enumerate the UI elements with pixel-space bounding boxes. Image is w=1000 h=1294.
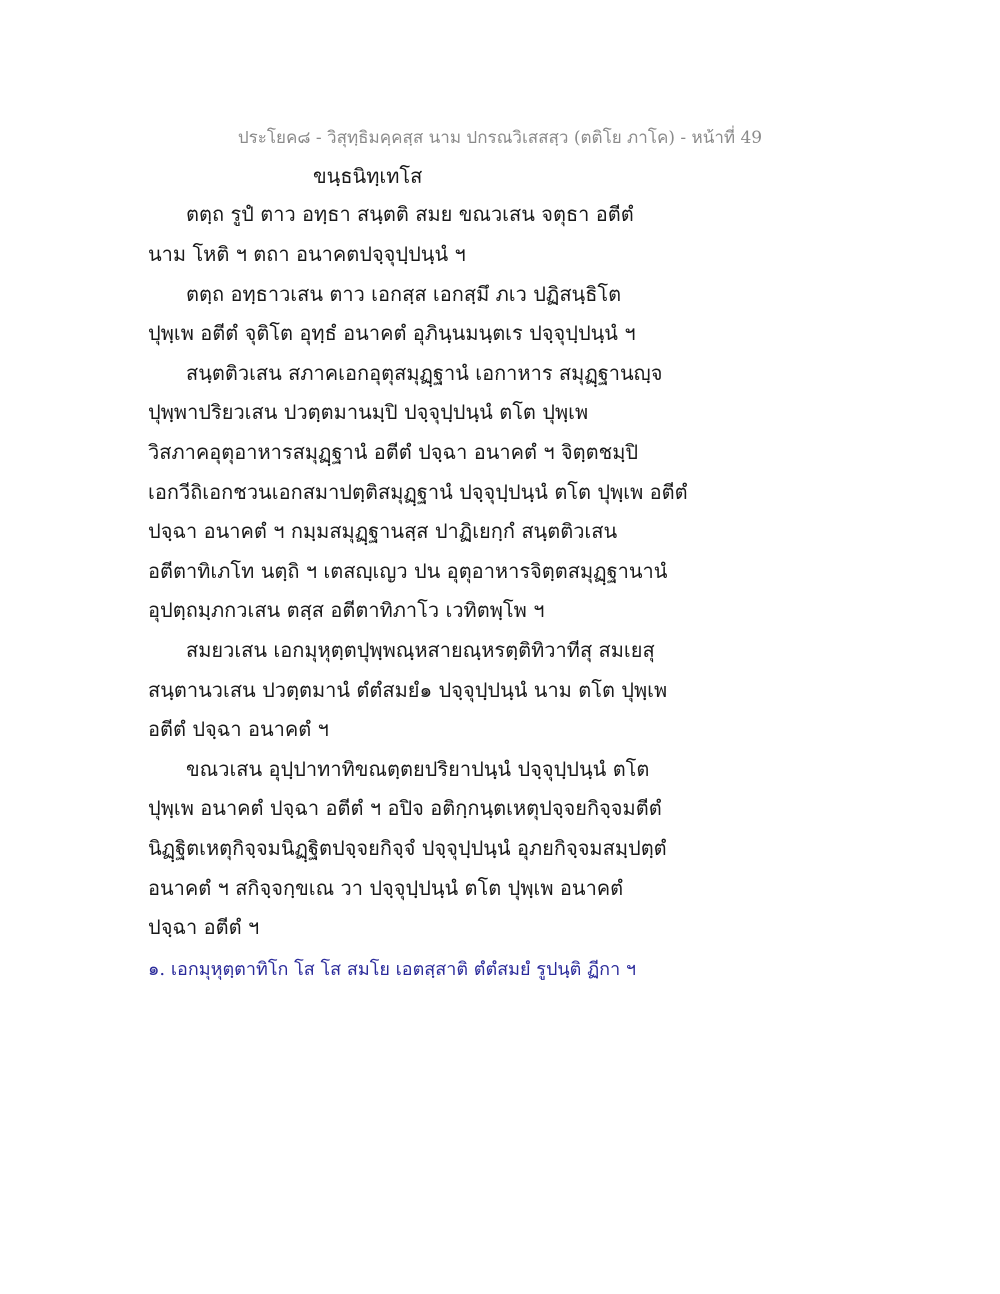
body-line: เอกวีถิเอกชวนเอกสมาปตฺติสมุฏฺฐานํ ปจฺจุปฺปนฺนํ ตโต ปุพฺเพ อตีตํ xyxy=(148,480,688,504)
body-line: ปุพฺพาปริยวเสน ปวตฺตมานมฺปิ ปจฺจุปฺปนฺนํ ตโต ปุพฺเพ xyxy=(148,400,589,424)
body-line: ปุพฺเพ อตีตํ จุติโต อุทฺธํ อนาคตํ อุภินฺนมนฺตเร ปจฺจุปฺปนฺนํ ฯ xyxy=(148,321,636,345)
page-header: ประโยค๘ - วิสุทฺธิมคฺคสฺส นาม ปกรณวิเสสสฺว (ตติโย ภาโค) - หน้าที่ 49 xyxy=(237,128,763,148)
body-line: สนฺตานวเสน ปวตฺตมานํ ตํตํสมยํ๑ ปจฺจุปฺปนฺนํ นาม ตโต ปุพฺเพ xyxy=(148,678,668,702)
body-line: นิฏฺฐิตเหตุกิจฺจมนิฏฺฐิตปจฺจยกิจฺจํ ปจฺจุปฺปนฺนํ อุภยกิจฺจมสมฺปตฺตํ xyxy=(148,836,667,860)
body-line: อนาคตํ ฯ สกิจฺจกฺขเณ วา ปจฺจุปฺปนฺนํ ตโต ปุพฺเพ อนาคตํ xyxy=(148,876,624,900)
body-line: ตตฺถ อทฺธาวเสน ตาว เอกสฺส เอกสฺมึ ภเว ปฏิสนฺธิโต xyxy=(186,282,622,306)
body-line: อุปตฺถมฺภกวเสน ตสฺส อตีตาทิภาโว เวทิตพฺโพ ฯ xyxy=(148,598,545,622)
body-line: อตีตํ ปจฺฉา อนาคตํ ฯ xyxy=(148,717,329,741)
body-line: ปจฺฉา อนาคตํ ฯ กมฺมสมุฏฺฐานสฺส ปาฏิเยกฺกํ สนฺตติวเสน xyxy=(148,519,618,543)
body-line: สมยวเสน เอกมุหุตฺตปุพฺพณฺหสายณฺหรตฺติทิวาทีสุ สมเยสุ xyxy=(186,638,655,662)
body-line: สนฺตติวเสน สภาคเอกอุตุสมุฏฺฐานํ เอกาหาร สมุฏฺฐานญฺจ xyxy=(186,361,663,385)
body-line: วิสภาคอุตุอาหารสมุฏฺฐานํ อตีตํ ปจฺฉา อนาคตํ ฯ จิตฺตชมฺปิ xyxy=(148,440,639,464)
body-line: ปจฺฉา อตีตํ ฯ xyxy=(148,915,260,939)
body-line: อตีตาทิเภโท นตฺถิ ฯ เตสญฺเญว ปน อุตุอาหารจิตฺตสมุฏฺฐานานํ xyxy=(148,559,668,583)
body-line: ปุพฺเพ อนาคตํ ปจฺฉา อตีตํ ฯ อปิจ อติกฺกนฺตเหตุปจฺจยกิจฺจมตีตํ xyxy=(148,796,662,820)
body-line: นาม โหติ ฯ ตถา อนาคตปจฺจุปฺปนฺนํ ฯ xyxy=(148,242,466,266)
section-title: ขนฺธนิทฺเทโส xyxy=(313,164,423,188)
body-line: ขณวเสน อุปฺปาทาทิขณตฺตยปริยาปนฺนํ ปจฺจุปฺปนฺนํ ตโต xyxy=(186,757,650,781)
body-line: ตตฺถ รูปํ ตาว อทฺธา สนฺตติ สมย ขณวเสน จตุธา อตีตํ xyxy=(186,202,634,226)
footnote: ๑. เอกมุหุตฺตาทิโก โส โส สมโย เอตสฺสาติ ตํตํสมยํ รูปนฺติ ฏีกา ฯ xyxy=(148,959,637,980)
